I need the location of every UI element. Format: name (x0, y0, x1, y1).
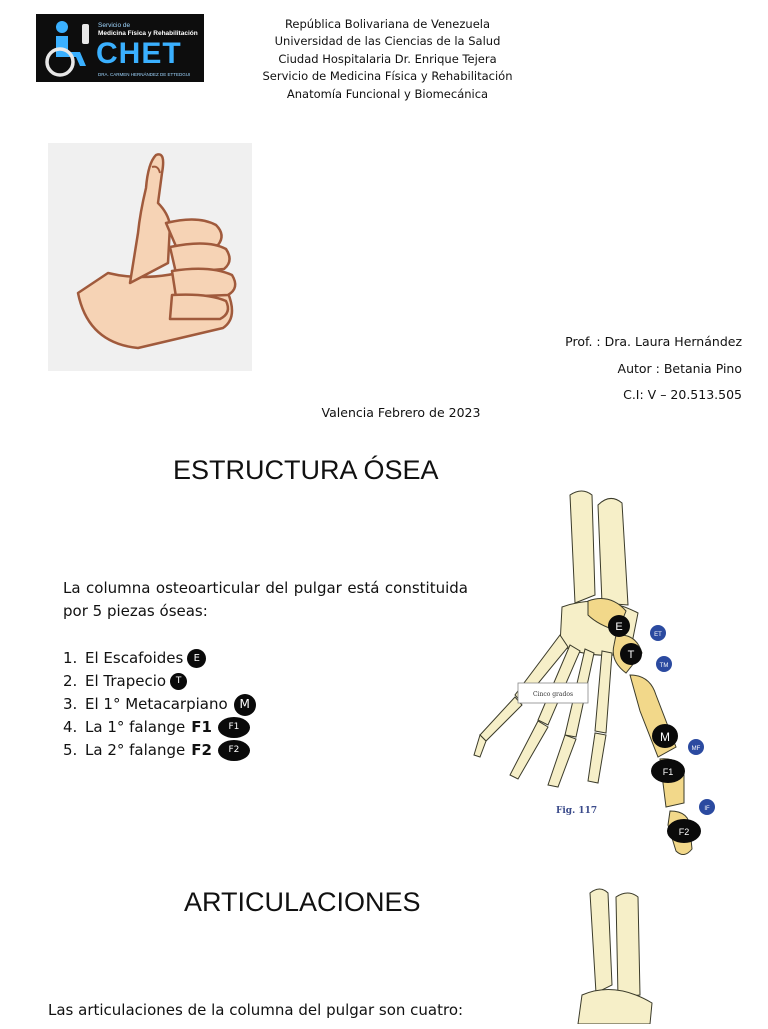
list-number: 2. (63, 672, 78, 690)
bone-badge-f1: F1 (218, 717, 250, 738)
logo-wordmark: CHET (96, 37, 182, 70)
logo-line-2: Medicina Física y Rehabilitación (98, 30, 198, 37)
author-line: Autor : Betania Pino (617, 360, 742, 376)
marker-f1 (651, 759, 685, 783)
professor-line: Prof. : Dra. Laura Hernández (565, 334, 742, 349)
marker-m-label: M (660, 730, 670, 744)
list-bold-label: F1 (191, 718, 212, 736)
thumbs-up-icon (48, 143, 252, 371)
list-number: 3. (63, 695, 78, 713)
institution-header (240, 16, 535, 103)
list-item (63, 739, 256, 762)
joint-marker-tm (656, 656, 672, 672)
wrist-bones-illustration (560, 885, 680, 1024)
list-item (63, 716, 256, 739)
joint-marker-mf (688, 739, 704, 755)
bone-badge-m: M (234, 694, 256, 716)
header-line: Ciudad Hospitalaria Dr. Enrique Tejera (278, 51, 497, 66)
header-line: Universidad de las Ciencias de la Salud (274, 34, 501, 49)
list-item (63, 647, 256, 670)
list-text: La 2° falange (85, 741, 186, 759)
wheelchair-icon (40, 18, 96, 78)
joint-if-label: IF (704, 806, 710, 812)
list-text: El Trapecio (85, 672, 167, 690)
ci-line: C.I: V – 20.513.505 (623, 387, 742, 402)
articulations-intro: Las articulaciones de la columna del pulgar son cuatro: (48, 1001, 464, 1019)
logo-tagline: DRA. CARMEN HERNÁNDEZ DE ETTEDGUI (98, 72, 191, 77)
list-text: El Escafoides (85, 649, 184, 667)
joint-et-label: ET (654, 632, 662, 638)
logo-service-text (98, 22, 198, 38)
joint-tm-label: TM (659, 663, 669, 669)
bone-intro-paragraph: La columna osteoarticular del pulgar está constituida por 5 piezas óseas: (63, 579, 468, 620)
list-bold-label: F2 (191, 741, 212, 759)
marker-e-label: E (615, 621, 623, 633)
header-line: Servicio de Medicina Física y Rehabilitación (262, 69, 513, 84)
marker-f1-label: F1 (662, 767, 674, 777)
bone-badge-e: E (187, 649, 206, 668)
list-number: 4. (63, 718, 78, 736)
thumbs-up-illustration (48, 143, 252, 371)
marker-e (608, 615, 630, 637)
marker-f2 (667, 819, 701, 843)
list-item (63, 693, 256, 716)
bone-badge-f2: F2 (218, 740, 250, 761)
figure-caption: Fig. 117 (556, 806, 598, 816)
section-title-estructura: ESTRUCTURA ÓSEA (173, 455, 439, 485)
list-text: La 1° falange (85, 718, 186, 736)
joint-marker-if (699, 799, 715, 815)
credits-block (565, 329, 742, 409)
chet-logo (36, 14, 204, 82)
list-text: El 1° Metacarpiano (85, 695, 228, 713)
list-number: 5. (63, 741, 78, 759)
joint-mf-label: MF (691, 746, 701, 752)
date-line: Valencia Febrero de 2023 (321, 405, 481, 420)
figure-box-label: Cinco grados (532, 691, 574, 698)
list-item (63, 670, 256, 693)
joint-marker-et (650, 625, 666, 641)
header-line: República Bolivariana de Venezuela (284, 17, 491, 31)
hand-skeleton-figure (470, 485, 740, 863)
marker-t-label: T (627, 649, 635, 661)
list-number: 1. (63, 649, 78, 667)
bone-badge-t: T (170, 673, 187, 690)
marker-t (620, 643, 642, 665)
header-line: Anatomía Funcional y Biomecánica (286, 86, 489, 101)
bones-list (63, 647, 256, 762)
wrist-bones-figure (560, 885, 680, 1024)
marker-f2-label: F2 (678, 827, 690, 837)
section-title-articulaciones: ARTICULACIONES (184, 887, 421, 917)
logo-line-1: Servicio de (98, 22, 131, 29)
hand-bones-illustration (470, 485, 740, 863)
marker-m (652, 724, 678, 748)
